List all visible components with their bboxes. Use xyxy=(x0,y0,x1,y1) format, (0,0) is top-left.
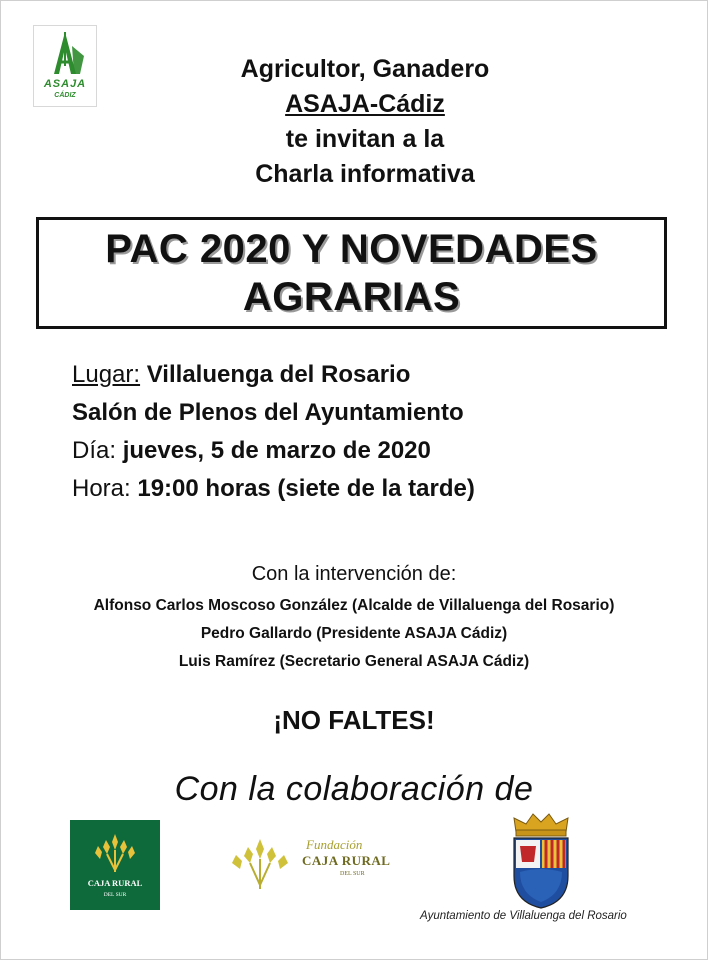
asaja-logo xyxy=(33,25,97,107)
hora-value: 19:00 horas (siete de la tarde) xyxy=(137,475,475,502)
hora-label: Hora: xyxy=(72,475,131,502)
header-line-1: Agricultor, Ganadero xyxy=(240,55,490,83)
wheat-icon xyxy=(220,829,300,899)
caja-rural-sub: DEL SUR xyxy=(103,892,127,898)
fundacion-line-1: Fundación xyxy=(306,837,363,852)
salon-row xyxy=(72,394,475,432)
dia-label: Día: xyxy=(72,437,117,464)
speaker-1: Alfonso Carlos Moscoso González (Alcalde de Villaluenga del Rosario) xyxy=(93,597,615,614)
asaja-logo-subtext: CÁDIZ xyxy=(54,92,76,99)
intervention-title: Con la intervención de: xyxy=(251,563,457,585)
caja-rural-name: CAJA RURAL xyxy=(87,878,143,888)
hora-row xyxy=(72,470,475,508)
coat-of-arms-icon xyxy=(506,810,576,910)
salon-value: Salón de Plenos del Ayuntamiento xyxy=(72,399,464,426)
fundacion-caja-rural-logo xyxy=(220,823,408,905)
speaker-2: Pedro Gallardo (Presidente ASAJA Cádiz) xyxy=(200,625,508,642)
event-title-line-1: PAC 2020 Y NOVEDADES xyxy=(105,227,598,271)
collaboration-title: Con la colaboración de xyxy=(174,770,534,808)
lugar-label: Lugar: xyxy=(72,361,141,388)
invitation-header xyxy=(180,52,550,192)
asaja-wheat-icon xyxy=(34,26,96,78)
fundacion-line-3: DEL SUR xyxy=(340,871,365,877)
ayuntamiento-caption: Ayuntamiento de Villaluenga del Rosario xyxy=(420,910,627,922)
lugar-row xyxy=(72,356,475,394)
speaker-3: Luis Ramírez (Secretario General ASAJA Cádiz) xyxy=(178,653,530,670)
event-title-box xyxy=(36,217,667,329)
lugar-value: Villaluenga del Rosario xyxy=(146,361,411,388)
caja-rural-logo xyxy=(70,820,160,910)
fundacion-line-2: CAJA RURAL xyxy=(302,853,391,868)
dia-row xyxy=(72,432,475,470)
header-line-2: ASAJA-Cádiz xyxy=(285,90,445,118)
header-line-4: Charla informativa xyxy=(255,160,475,188)
header-line-3: te invitan a la xyxy=(285,125,445,153)
wheat-icon xyxy=(70,820,160,876)
asaja-logo-text: ASAJA xyxy=(43,78,87,90)
event-title-line-2: AGRARIAS xyxy=(242,275,461,319)
dia-value: jueves, 5 de marzo de 2020 xyxy=(122,437,431,464)
event-details xyxy=(72,356,475,508)
call-to-action: ¡NO FALTES! xyxy=(273,705,435,735)
